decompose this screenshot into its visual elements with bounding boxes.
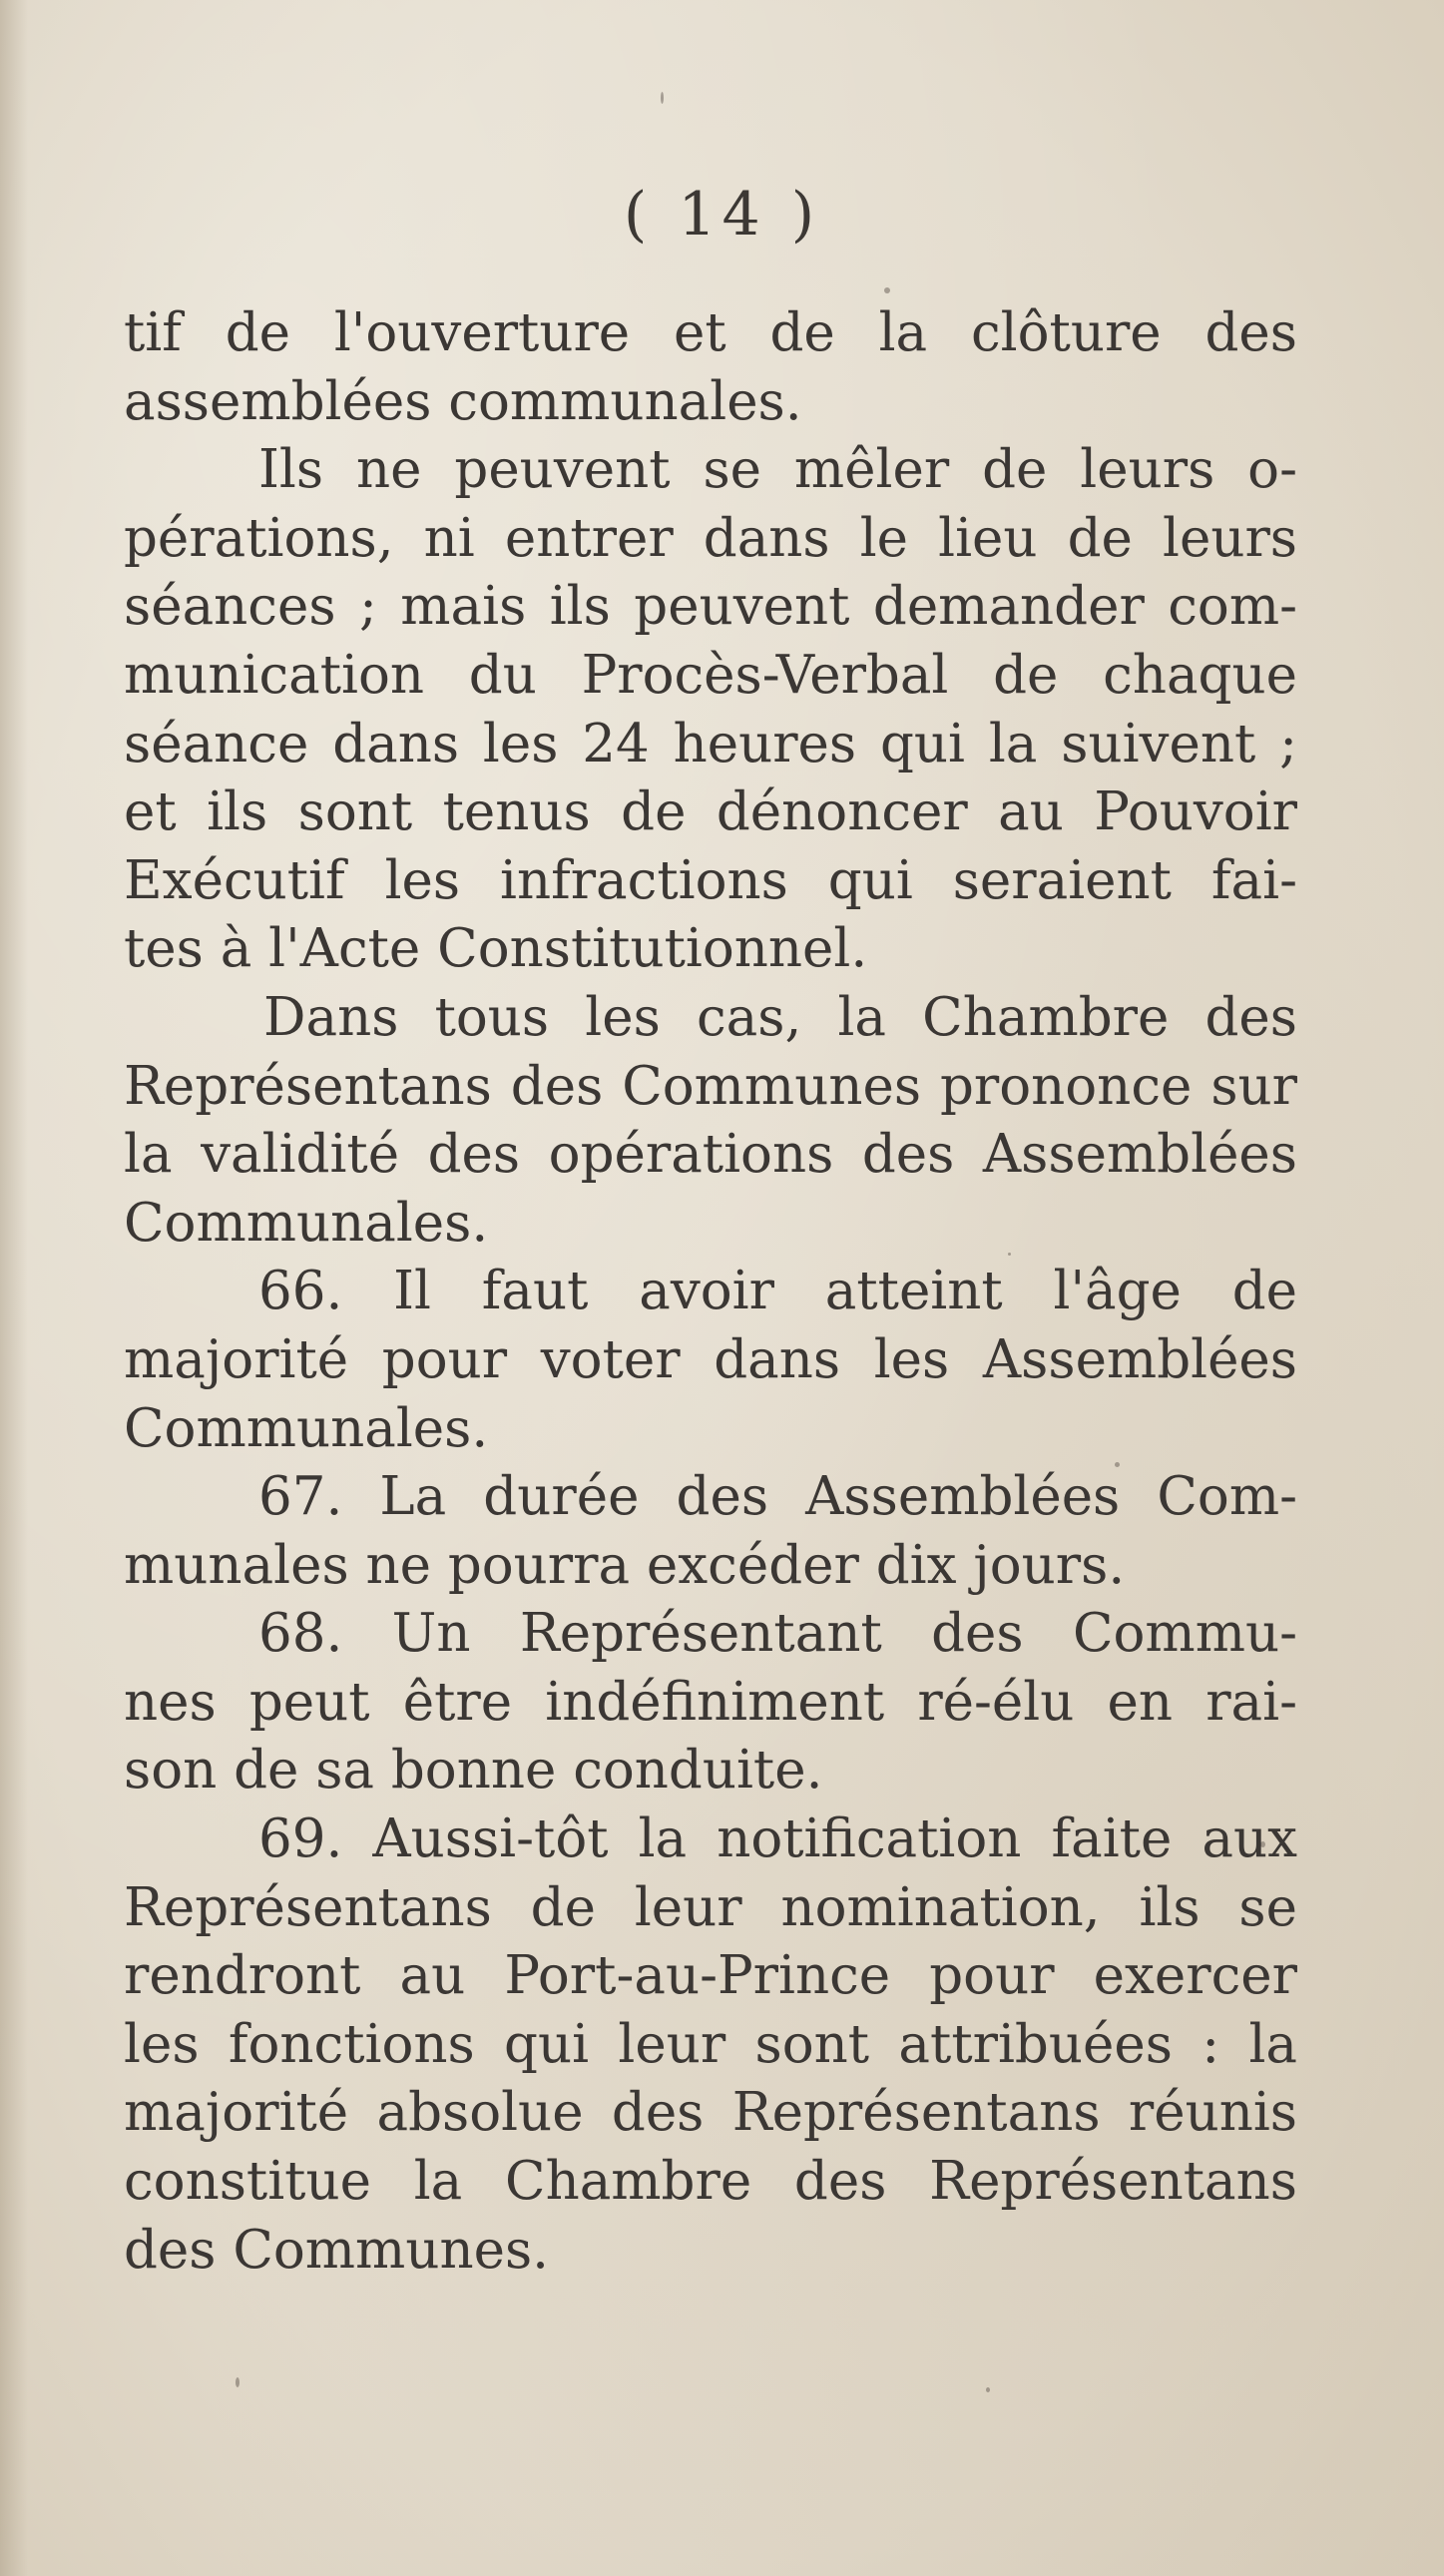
text-line: Exécutif les infractions qui seraient fai- xyxy=(124,849,1297,911)
article-69-start: 69. Aussi-tôt la notification faite aux xyxy=(258,1808,1297,1870)
paper-speck xyxy=(986,2387,990,2392)
text-line: assemblées communales. xyxy=(124,370,802,432)
text-line: constitue la Chambre des Représentans xyxy=(124,2151,1297,2213)
page-number-header: ( 14 ) xyxy=(623,180,821,250)
paper-speck xyxy=(236,2377,240,2387)
page-body-text xyxy=(124,299,1297,2285)
text-line: pérations, ni entrer dans le lieu de leurs xyxy=(124,507,1297,569)
article-68-start: 68. Un Représentant des Commu- xyxy=(258,1603,1297,1665)
text-line: Communales. xyxy=(124,1397,489,1459)
text-line: séance dans les 24 heures qui la suivent ; xyxy=(124,713,1297,774)
text-line: majorité pour voter dans les Assemblées xyxy=(124,1328,1297,1390)
text-line: son de sa bonne conduite. xyxy=(124,1740,823,1802)
article-66-start: 66. Il faut avoir atteint l'âge de xyxy=(258,1261,1297,1322)
text-line: et ils sont tenus de dénoncer au Pouvoir xyxy=(124,781,1297,843)
text-line: rendront au Port-au-Prince pour exercer xyxy=(124,1945,1297,2007)
text-line: des Communes. xyxy=(124,2219,549,2281)
text-line: la validité des opérations des Assemblées xyxy=(124,1124,1297,1186)
text-line: munales ne pourra excéder dix jours. xyxy=(124,1534,1126,1596)
paper-speck xyxy=(884,287,890,293)
paragraph-start-line: Dans tous les cas, la Chambre des xyxy=(263,986,1297,1048)
text-line: majorité absolue des Représentans réunis xyxy=(124,2082,1297,2144)
text-line: munication du Procès-Verbal de chaque xyxy=(124,644,1297,706)
text-line: les fonctions qui leur sont attribuées : la xyxy=(124,2013,1297,2075)
page-edge-shadow xyxy=(0,0,28,2576)
text-line: Communales. xyxy=(124,1192,489,1254)
text-line: séances ; mais ils peuvent demander com- xyxy=(124,576,1297,638)
text-line: Représentans de leur nomination, ils se xyxy=(124,1876,1297,1938)
text-line: nes peut être indéfiniment ré-élu en rai- xyxy=(124,1671,1297,1733)
text-line: tes à l'Acte Constitutionnel. xyxy=(124,918,868,980)
text-line: Représentans des Communes prononce sur xyxy=(124,1055,1297,1117)
text-line: tif de l'ouverture et de la clôture des xyxy=(124,302,1297,363)
paragraph-start-line: Ils ne peuvent se mêler de leurs o- xyxy=(258,439,1297,501)
article-67-start: 67. La durée des Assemblées Com- xyxy=(258,1466,1297,1528)
paper-speck xyxy=(661,92,664,104)
